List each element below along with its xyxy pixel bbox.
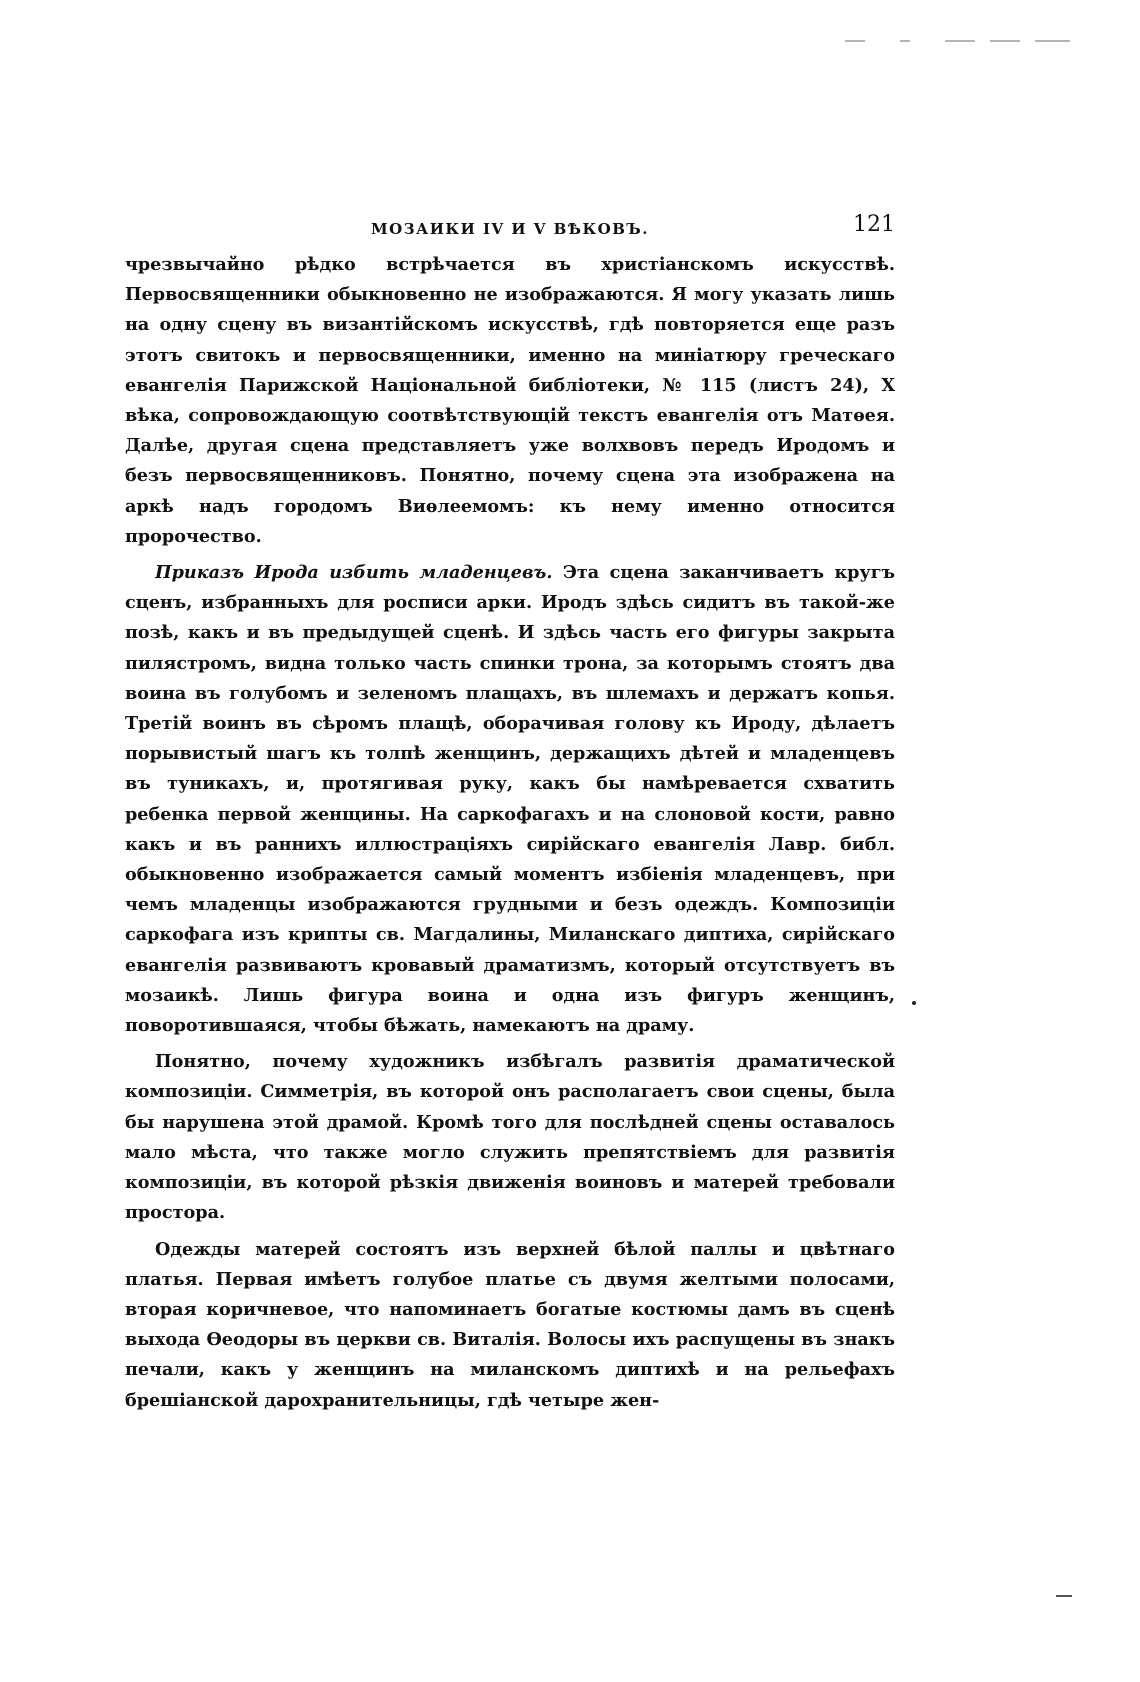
paragraph-3: Понятно, почему художникъ избѣгалъ развитія драматической композиціи. Симметрія, въ которой онъ располагаетъ свои сцены, была бы нарушена этой драмой. Кромѣ того для послѣдней сцены оставалось мало мѣста, что также могло служить препятствіемъ для развитія композиціи, въ которой рѣзкія движенія воиновъ и матерей требовали простора. <box>125 1051 895 1224</box>
section-heading: Приказъ Ирода избить младенцевъ. <box>155 562 553 584</box>
scan-edge-mark-3 <box>945 40 975 42</box>
book-page <box>125 210 895 1422</box>
scan-edge-mark-2 <box>900 40 910 42</box>
paragraph-1: чрезвычайно рѣдко встрѣчается въ христіанскомъ искусствѣ. Первосвященники обыкновенно не изображаются. Я могу указать лишь на одну сцену въ византійскомъ искусствѣ, гдѣ повторяется еще разъ этотъ свитокъ и первосвященники, именно на миніатюру греческаго евангелія Парижской Національной библіотеки, № 115 (листъ 24), X вѣка, сопровождающую соотвѣтствующій текстъ евангелія отъ Матѳея. Далѣе, другая сцена представляетъ уже волхвовъ передъ Иродомъ и безъ первосвященниковъ. Понятно, почему сцена эта изображена на аркѣ надъ городомъ Виѳлеемомъ: къ нему именно относится пророчество. <box>125 254 895 547</box>
scan-edge-mark-4 <box>990 40 1020 42</box>
running-title: МОЗАИКИ IV И V ВѢКОВЪ. <box>371 220 649 238</box>
body-text <box>125 250 895 1416</box>
running-head <box>125 210 895 250</box>
page-number: 121 <box>853 212 895 237</box>
scan-edge-mark-1 <box>845 40 865 42</box>
margin-mark <box>1056 1595 1072 1597</box>
scan-edge-mark-5 <box>1035 40 1070 42</box>
paragraph-2 <box>125 558 895 1041</box>
paragraph-2-text: Эта сцена заканчиваетъ кругъ сценъ, избранныхъ для росписи арки. Иродъ здѣсь сидитъ въ такой-же позѣ, какъ и въ предыдущей сценѣ. И здѣсь часть его фигуры закрыта пилястромъ, видна только часть спинки трона, за которымъ стоятъ два воина въ голубомъ и зеленомъ плащахъ, въ шлемахъ и держатъ копья. Третій воинъ въ сѣромъ плащѣ, оборачивая голову къ Ироду, дѣлаетъ порывистый шагъ къ толпѣ женщинъ, держащихъ дѣтей и младенцевъ въ туникахъ, и, протягивая руку, какъ бы намѣревается схватить ребенка первой женщины. На саркофагахъ и на слоновой кости, равно какъ и въ раннихъ иллюстраціяхъ сирійскаго евангелія Лавр. библ. обыкновенно изображается самый моментъ избіенія младенцевъ, при чемъ младенцы изображаются грудными и безъ одеждъ. Композиціи саркофага изъ крипты св. Магдалины, Миланскаго диптиха, сирійскаго евангелія развиваютъ кровавый драматизмъ, который отсутствуетъ въ мозаикѣ. Лишь фигура воина и одна изъ фигуръ женщинъ, поворотившаяся, чтобы бѣжать, намекаютъ на драму. <box>125 562 895 1037</box>
paragraph-4: Одежды матерей состоятъ изъ верхней бѣлой паллы и цвѣтнаго платья. Первая имѣетъ голубое платье съ двумя желтыми полосами, вторая коричневое, что напоминаетъ богатые костюмы дамъ въ сценѣ выхода Ѳеодоры въ церкви св. Виталія. Волосы ихъ распущены въ знакъ печали, какъ у женщинъ на миланскомъ диптихѣ и на рельефахъ брешіанской дарохранительницы, гдѣ четыре жен- <box>125 1238 895 1411</box>
scan-speck <box>912 1001 916 1005</box>
